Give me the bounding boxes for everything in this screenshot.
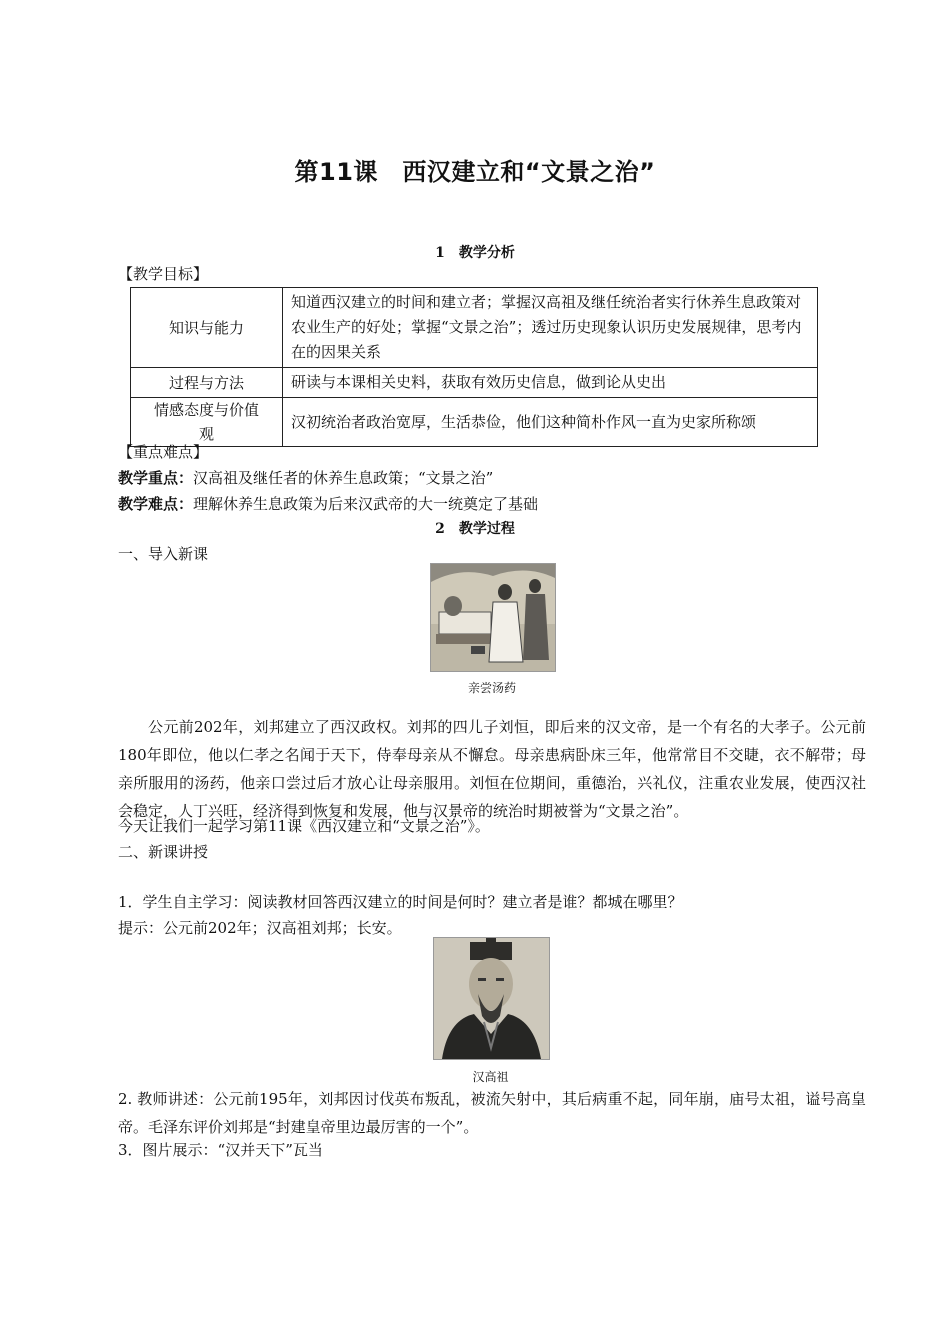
item-2: 2. 教师讲述：公元前195年，刘邦因讨伐英布叛乱，被流矢射中，其后病重不起，同年崩，庙号太祖，谥号高皇帝。毛泽东评价刘邦是“封建皇帝里边最厉害的一个”。	[118, 1090, 866, 1136]
today-line-text: 今天让我们一起学习第11课《西汉建立和“文景之治”》。	[118, 817, 490, 835]
section-heading-analysis: 1 教学分析	[435, 245, 515, 261]
objective-label: 情感态度与价值观	[131, 398, 283, 447]
portrait-art	[434, 938, 549, 1059]
illustration-art	[431, 564, 555, 671]
difficulty-label: 教学难点：	[118, 495, 194, 513]
focus-text: 汉高祖及继任者的休养生息政策；“文景之治”	[193, 469, 494, 487]
difficulty-text: 理解休养生息政策为后来汉武帝的大一统奠定了基础	[193, 495, 539, 513]
figure1-caption: 亲尝汤药	[467, 681, 516, 695]
hint-1: 提示：公元前202年；汉高祖刘邦；长安。	[118, 919, 402, 937]
part-heading-new-lesson: 二、新课讲授	[118, 843, 209, 861]
objective-text: 研读与本课相关史料，获取有效历史信息，做到论从史出	[283, 368, 818, 398]
intro-paragraph: 公元前202年，刘邦建立了西汉政权。刘邦的四儿子刘恒，即后来的汉文帝，是一个有名的大孝子。公元前180年即位，他以仁孝之名闻于天下，侍奉母亲从不懈怠。母亲患病卧床三年，他常常目不交睫，衣不解带；母亲所服用的汤药，他亲口尝过后才放心让母亲服用。刘恒在位期间，重德治，兴礼仪，注重农业发展，使西汉社会稳定，人丁兴旺，经济得到恢复和发展，他与汉景帝的统治时期被誉为“文景之治”。	[118, 718, 866, 820]
lesson-title: 第11课 西汉建立和“文景之治”	[294, 158, 656, 186]
focus-label: 教学重点：	[118, 469, 194, 487]
table-row	[131, 398, 818, 447]
today-line	[118, 815, 490, 836]
objective-text: 知道西汉建立的时间和建立者；掌握汉高祖及继任统治者实行休养生息政策对农业生产的好处；掌握“文景之治”；透过历史现象认识历史发展规律，思考内在的因果关系	[283, 288, 818, 368]
portrait-han-gaozu	[433, 937, 550, 1060]
objective-label: 过程与方法	[131, 368, 283, 398]
objective-text: 汉初统治者政治宽厚，生活恭俭，他们这种简朴作风一直为史家所称颂	[283, 398, 818, 447]
illustration-tasting-medicine	[430, 563, 556, 672]
objective-label: 知识与能力	[131, 288, 283, 368]
item-3: 3．图片展示：“汉并天下”瓦当	[118, 1141, 323, 1159]
keypoints-heading: 【重点难点】	[118, 443, 209, 461]
objectives-heading: 【教学目标】	[118, 265, 209, 283]
table-row	[131, 368, 818, 398]
teaching-focus	[118, 467, 493, 488]
section-heading-process: 2 教学过程	[435, 521, 515, 537]
figure2-caption: 汉高祖	[472, 1070, 509, 1084]
item-1: 1．学生自主学习：阅读教材回答西汉建立的时间是何时？建立者是谁？都城在哪里？	[118, 893, 683, 911]
table-row	[131, 288, 818, 368]
objectives-table	[130, 287, 818, 447]
part-heading-intro: 一、导入新课	[118, 545, 209, 563]
teaching-difficulty	[118, 493, 538, 514]
